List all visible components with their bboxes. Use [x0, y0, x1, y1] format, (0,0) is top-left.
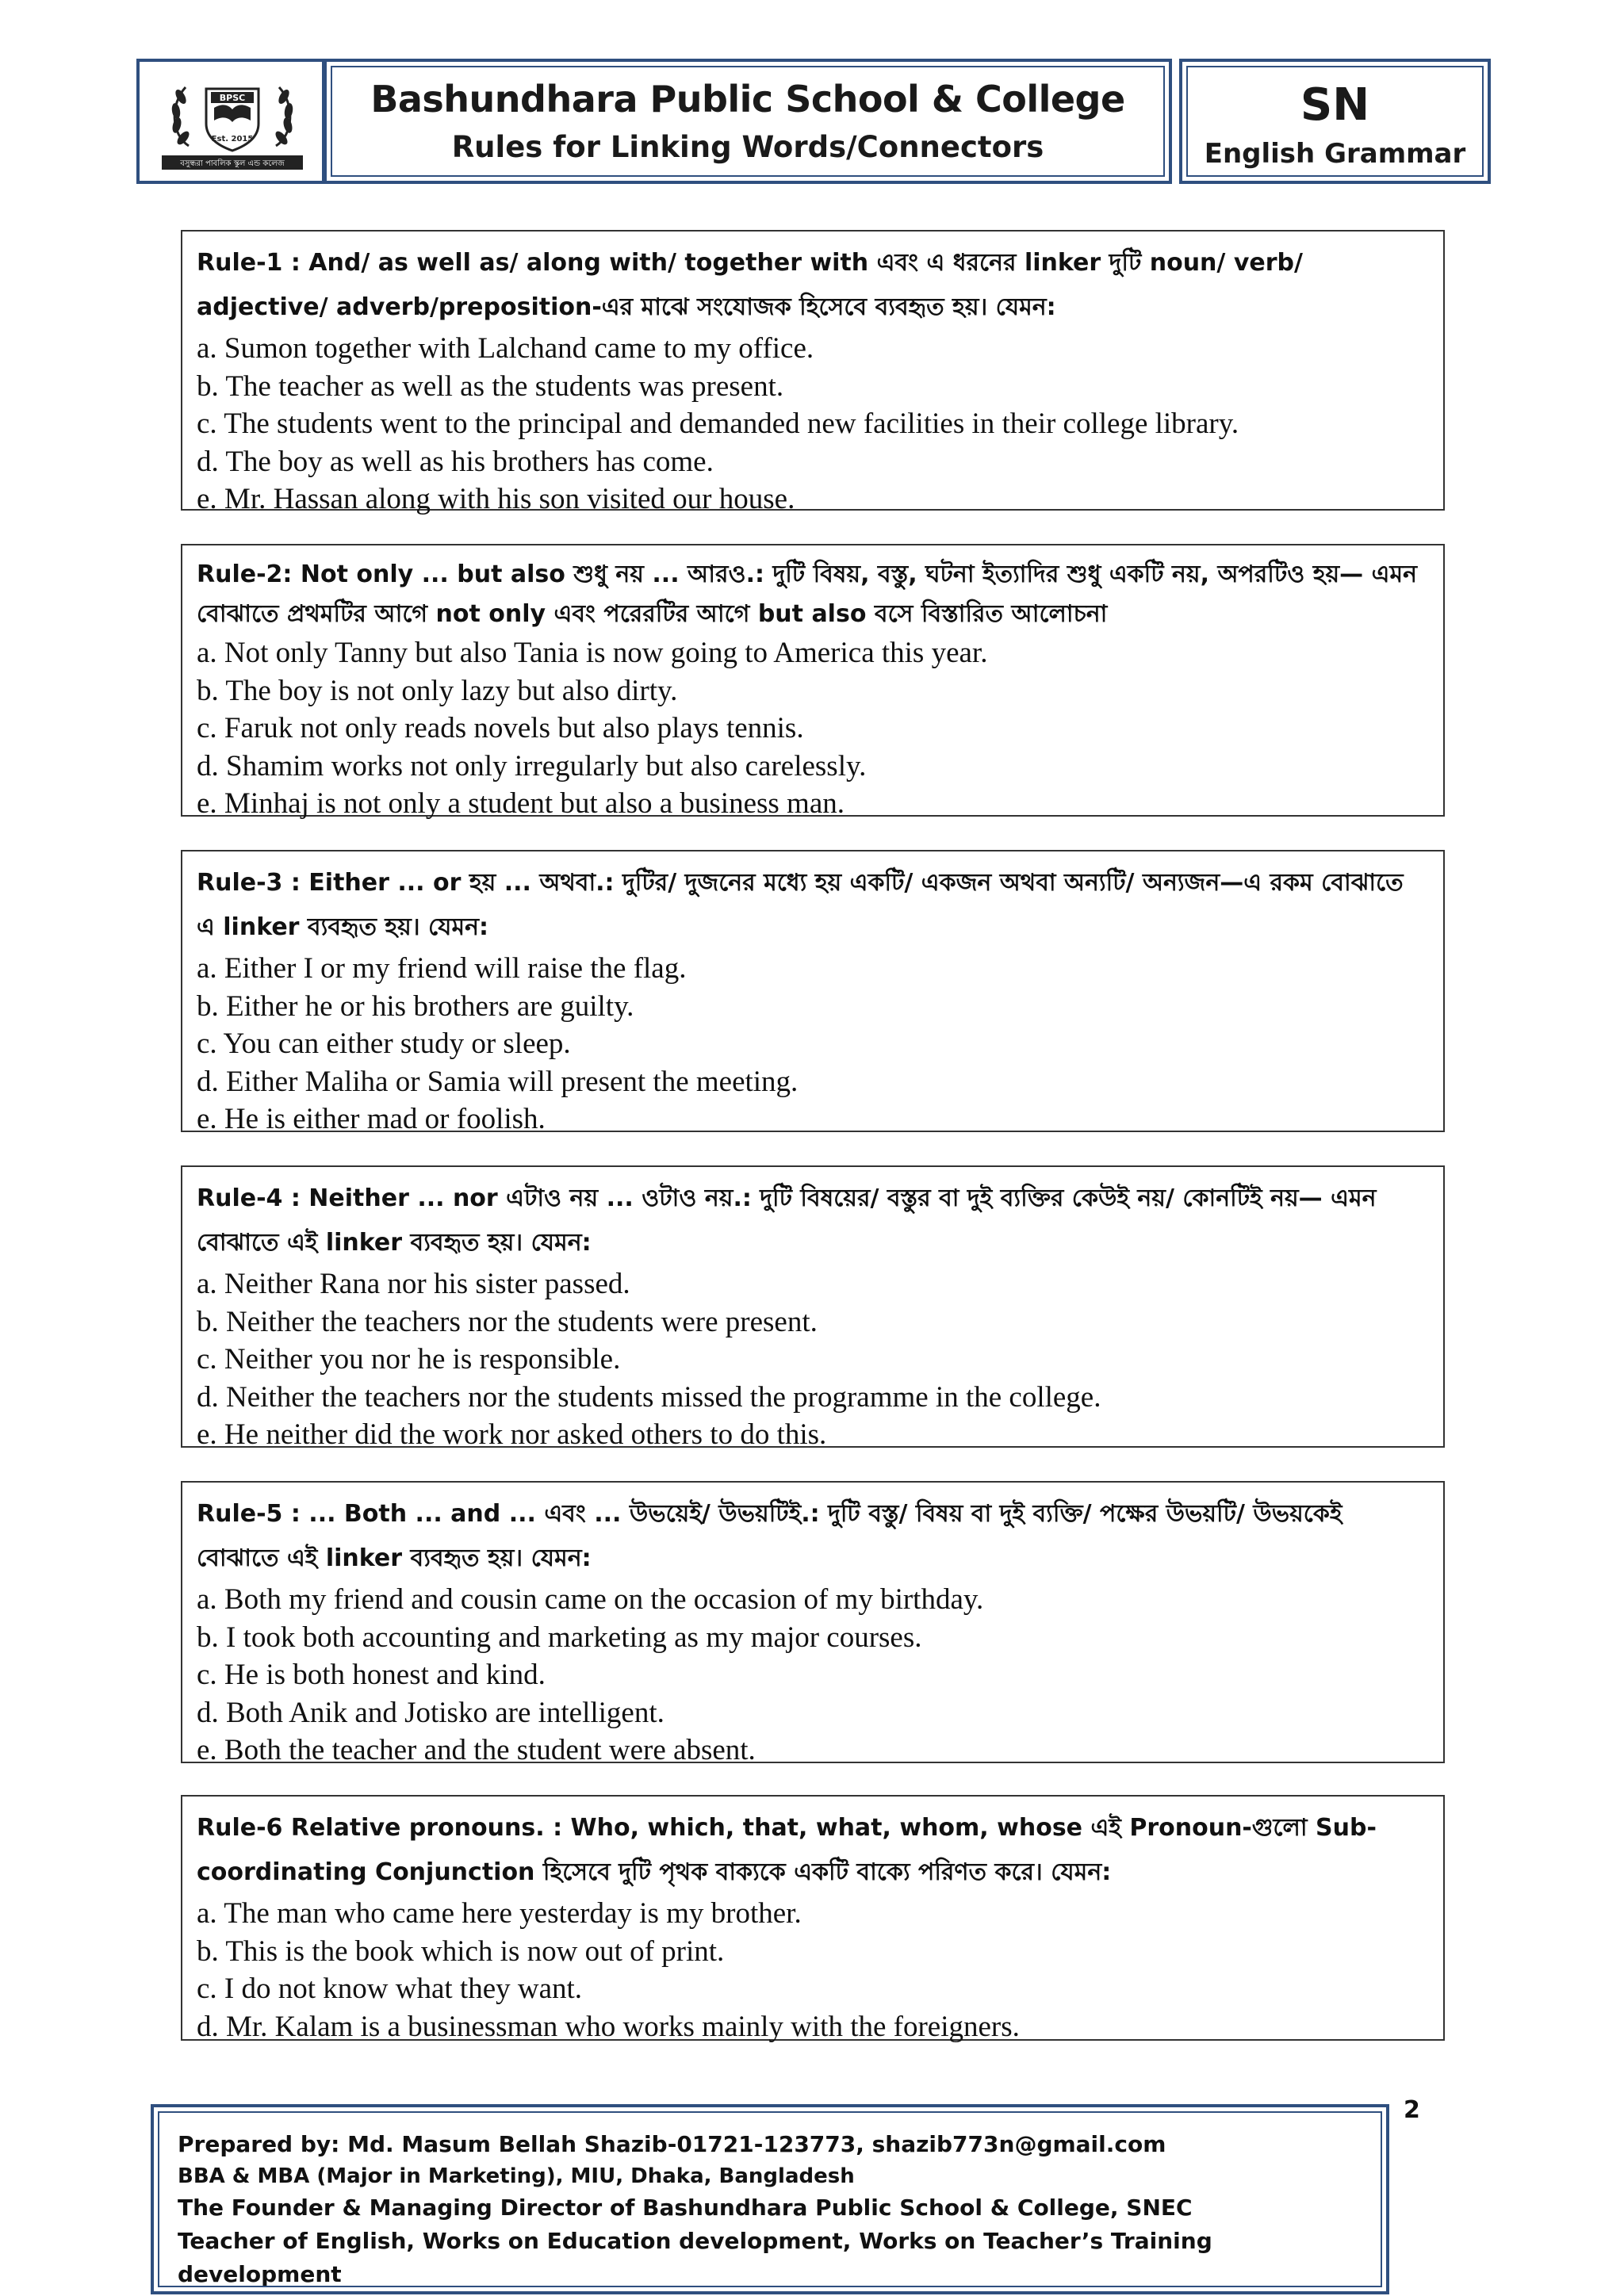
- header-title-box: [324, 59, 1172, 184]
- example-line: b. The boy is not only lazy but also dirty.: [197, 674, 678, 707]
- rule-box-3: [181, 850, 1445, 1135]
- rule-heading: Rule-4 : Neither ... nor এটাও নয় ... ওটাও নয়.: দুটি বিষয়ের/ বস্তুর বা দুই ব্যক্তির কেউই নয়/ কোনটিই নয়— এমন বোঝাতে এই linker ব্যবহৃত হয়। যেমন:: [197, 1184, 1377, 1257]
- svg-text:বসুন্ধরা পাবলিক স্কুল এন্ড কলে: বসুন্ধরা পাবলিক স্কুল এন্ড কলেজ: [180, 159, 285, 168]
- page-number: 2: [1404, 2096, 1420, 2124]
- rule-heading: Rule-1 : And/ as well as/ along with/ together with এবং এ ধরনের linker দুটি noun/ verb/ adjective/ adverb/preposition-এর মাঝে সংযোজক হিসেবে ব্যবহৃত হয়। যেমন:: [197, 249, 1303, 321]
- rule-box-2: [181, 544, 1445, 820]
- rule-heading: Rule-3 : Either ... or হয় ... অথবা.: দুটির/ দুজনের মধ্যে হয় একটি/ একজন অথবা অন্যটি/ অন্যজন—এ রকম বোঝাতে এ linker ব্যবহৃত হয়। যেমন:: [197, 869, 1404, 941]
- example-line: d. Shamim works not only irregularly but also carelessly.: [197, 749, 867, 783]
- founder-line: The Founder & Managing Director of Bashundhara Public School & College, SNEC: [178, 2195, 1193, 2221]
- example-line: b. I took both accounting and marketing as my major courses.: [197, 1621, 922, 1654]
- example-line: a. Either I or my friend will raise the flag.: [197, 952, 687, 985]
- teacher-line: Teacher of English, Works on Education development, Works on Teacher’s Training development: [178, 2228, 1212, 2287]
- example-line: e. Mr. Hassan along with his son visited our house.: [197, 483, 795, 515]
- example-line: d. Neither the teachers nor the students missed the programme in the college.: [197, 1380, 1101, 1414]
- header-subject-box: [1179, 59, 1491, 184]
- subject-name: English Grammar: [1204, 138, 1466, 170]
- crest-icon: [157, 73, 308, 171]
- example-line: d. Either Maliha or Samia will present the meeting.: [197, 1065, 799, 1098]
- example-line: c. You can either study or sleep.: [197, 1027, 571, 1060]
- example-line: a. Sumon together with Lalchand came to my office.: [197, 332, 814, 365]
- author-line: Prepared by: Md. Masum Bellah Shazib-01721-123773, shazib773n@gmail.com: [178, 2131, 1166, 2157]
- svg-text:Est. 2015: Est. 2015: [211, 135, 254, 144]
- example-line: e. He is either mad or foolish.: [197, 1103, 546, 1135]
- example-line: d. Both Anik and Jotisko are intelligent.: [197, 1696, 665, 1729]
- rule-heading: Rule-2: Not only ... but also শুধু নয় ... আরও.: দুটি বিষয়, বস্তু, ঘটনা ইত্যাদির শুধু একটি নয়, অপরটিও হয়— এমন বোঝাতে প্রথমটির আগে not only এবং পরেরটির আগে but also বসে বিস্তারিত আলোচনা: [197, 561, 1418, 628]
- example-line: e. Both the teacher and the student were absent.: [197, 1734, 756, 1766]
- school-name: Bashundhara Public School & College: [370, 78, 1125, 121]
- rule-heading: Rule-6 Relative pronouns. : Who, which, that, what, whom, whose এই Pronoun-গুলো Sub-coordinating Conjunction হিসেবে দুটি পৃথক বাক্যকে একটি বাক্যে পরিণত করে। যেমন:: [197, 1814, 1377, 1886]
- example-line: a. Neither Rana nor his sister passed.: [197, 1268, 630, 1300]
- example-line: a. Both my friend and cousin came on the occasion of my birthday.: [197, 1583, 984, 1616]
- example-line: a. The man who came here yesterday is my brother.: [197, 1897, 802, 1930]
- example-line: b. This is the book which is now out of print.: [197, 1934, 725, 1968]
- example-line: b. The teacher as well as the students was present.: [197, 369, 784, 403]
- subject-code: SN: [1300, 79, 1370, 131]
- example-line: b. Neither the teachers nor the students were present.: [197, 1305, 818, 1338]
- example-line: c. I do not know what they want.: [197, 1973, 583, 2005]
- example-line: d. The boy as well as his brothers has come.: [197, 445, 714, 478]
- footer-box: [151, 2104, 1389, 2294]
- example-line: b. Either he or his brothers are guilty.: [197, 989, 634, 1023]
- rule-box-1: [181, 230, 1445, 515]
- example-line: c. The students went to the principal and demanded new facilities in their college library.: [197, 408, 1239, 440]
- rule-box-5: [181, 1481, 1445, 1766]
- example-line: c. Faruk not only reads novels but also plays tennis.: [197, 712, 804, 744]
- rule-box-4: [181, 1165, 1445, 1451]
- example-line: e. Minhaj is not only a student but also a business man.: [197, 787, 845, 820]
- example-line: a. Not only Tanny but also Tania is now going to America this year.: [197, 637, 988, 669]
- rule-heading: Rule-5 : ... Both ... and ... এবং ... উভয়েই/ উভয়টিই.: দুটি বস্তু/ বিষয় বা দুই ব্যক্তি/ পক্ষের উভয়টি/ উভয়কেই বোঝাতে এই linker ব্যবহৃত হয়। যেমন:: [197, 1500, 1342, 1572]
- degree-line: BBA & MBA (Major in Marketing), MIU, Dhaka, Bangladesh: [178, 2164, 855, 2188]
- rule-box-6: [181, 1795, 1445, 2041]
- document-title: Rules for Linking Words/Connectors: [451, 130, 1044, 164]
- svg-text:BPSC: BPSC: [219, 93, 246, 103]
- school-crest-logo: [157, 73, 308, 171]
- header-logo-box: [136, 59, 325, 184]
- example-line: c. Neither you nor he is responsible.: [197, 1343, 621, 1376]
- author-info: [178, 2128, 1370, 2291]
- example-line: c. He is both honest and kind.: [197, 1659, 546, 1691]
- example-line: d. Mr. Kalam is a businessman who works mainly with the foreigners.: [197, 2010, 1020, 2043]
- example-line: e. He neither did the work nor asked others to do this.: [197, 1418, 827, 1451]
